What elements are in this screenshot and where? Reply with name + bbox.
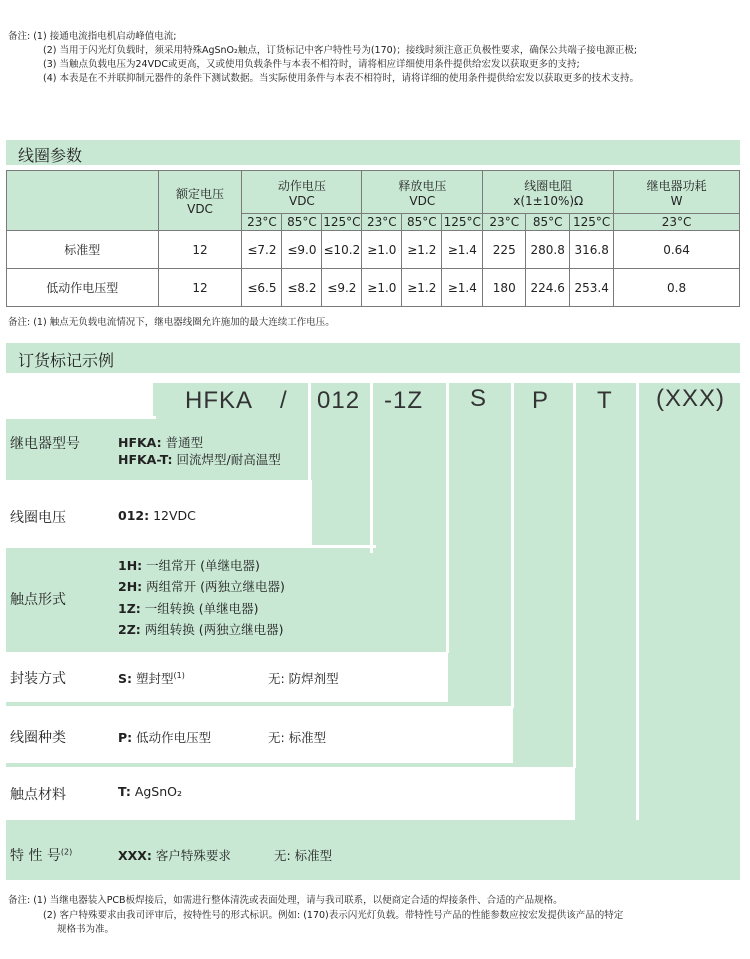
code-model: HFKA: [185, 387, 254, 414]
model-opt-1: HFKA: 普通型: [118, 435, 204, 450]
cell: ≥1.4: [442, 231, 483, 269]
cell: ≤8.2: [282, 269, 322, 307]
temp-header: 125°C: [443, 215, 481, 229]
package-opt: S: 塑封型$^{(1)}$: [118, 670, 185, 686]
package-opt-alt: 无: 防焊剂型: [268, 671, 339, 686]
contact-form-opt-3: 1Z: 一组转换 (单继电器): [118, 601, 259, 616]
contact-form-opt-2: 2H: 两组常开 (两独立继电器): [118, 579, 285, 594]
code-slash: /: [280, 387, 288, 414]
cell: ≤9.0: [282, 231, 322, 269]
label-coil-voltage: 线圈电压: [10, 510, 66, 526]
label-package: 封装方式: [10, 671, 66, 687]
coil-voltage-opt: 012: 12VDC: [118, 508, 196, 523]
label-contact-material: 触点材料: [10, 787, 66, 803]
contact-form-opt-4: 2Z: 两组转换 (两独立继电器): [118, 622, 284, 637]
note-4: (4) 本表是在不并联抑制元器件的条件下测试数据。当实际使用条件与本表不相符时，请将详细的使用条件提供给宏发以获取更多的技术支持。: [43, 73, 639, 84]
code-contact-form: -1Z: [384, 387, 423, 414]
cell: ≥1.2: [402, 231, 442, 269]
row-type: 低动作电压型: [7, 269, 159, 307]
cell: ≥1.0: [362, 269, 402, 307]
cell: ≥1.4: [442, 269, 483, 307]
cell: ≥1.0: [362, 231, 402, 269]
cell: 12: [158, 269, 242, 307]
cell: 12: [158, 231, 242, 269]
temp-header: 85°C: [402, 214, 442, 231]
coil-section-title: 线圈参数: [18, 146, 83, 165]
code-special: (XXX): [656, 385, 726, 412]
order-section-title: 订货标记示例: [18, 351, 115, 370]
cell: 225: [483, 231, 526, 269]
note-3: (3) 当触点负载电压为24VDC或更高，又或使用负载条件与本表不相符时，请将相应详细使用条件提供给宏发以获取更多的支持;: [43, 59, 580, 70]
row-type: 标准型: [7, 231, 159, 269]
order-section-bar: [6, 343, 740, 373]
special-opt: XXX: 客户特殊要求: [118, 848, 231, 863]
bottom-note-1: 备注: (1) 当继电器装入PCB板焊接后，如需进行整体清洗或表面处理，请与我司联系，以便商定合适的焊接条件、合适的产品规格。: [8, 895, 563, 906]
rated-header: 额定电压 VDC: [158, 171, 242, 231]
bottom-note-2: (2) 客户特殊要求由我司评审后，按特性号的形式标识。例如: (170)表示闪光灯负载。带特性号产品的性能参数应按宏发提供该产品的特定: [43, 910, 624, 921]
coil-table: [6, 170, 740, 307]
cell: ≤7.2: [242, 231, 282, 269]
contact-form-opt-1: 1H: 一组常开 (单继电器): [118, 558, 260, 573]
coil-type-opt-alt: 无: 标准型: [268, 730, 327, 745]
temp-header: 23°C: [614, 214, 740, 231]
temp-header: 85°C: [526, 214, 570, 231]
pickup-header: 动作电压 VDC: [242, 171, 362, 214]
label-special: 特 性 号$^{(2)}$: [10, 847, 73, 864]
model-opt-2: HFKA-T: 回流焊型/耐高温型: [118, 452, 281, 467]
note-1: 备注: (1) 接通电流指电机启动峰值电流;: [8, 31, 177, 42]
temp-header: 125°C: [323, 215, 361, 229]
special-opt-alt: 无: 标准型: [274, 848, 333, 863]
cell: 0.64: [614, 231, 740, 269]
cell: 180: [483, 269, 526, 307]
table-row: [7, 231, 740, 269]
temp-header: 23°C: [483, 214, 526, 231]
type-header: [7, 171, 159, 231]
release-header: 释放电压 VDC: [362, 171, 483, 214]
cell: 316.8: [570, 231, 614, 269]
cell: ≥1.2: [402, 269, 442, 307]
label-contact-form: 触点形式: [10, 592, 66, 608]
coil-section-bar: [6, 140, 740, 165]
coil-note: 备注: (1) 触点无负载电流情况下，继电器线圈允许施加的最大连续工作电压。: [8, 317, 335, 328]
code-voltage: 012: [317, 387, 361, 414]
cell: 224.6: [526, 269, 570, 307]
label-coil-type: 线圈种类: [10, 730, 66, 746]
resistance-header: 线圈电阻 x(1±10%)Ω: [483, 171, 614, 214]
note-2: (2) 当用于闪光灯负载时，须采用特殊AgSnO₂触点，订货标记中客户特性号为(170)；接线时须注意正负极性要求，确保公共端子接电源正极;: [43, 45, 638, 56]
code-coil-type: P: [532, 387, 550, 414]
temp-header: 23°C: [362, 214, 402, 231]
code-material: T: [597, 387, 613, 414]
code-package: S: [470, 385, 488, 412]
temp-header: 85°C: [282, 214, 322, 231]
cell: 0.8: [614, 269, 740, 307]
cell: ≤6.5: [242, 269, 282, 307]
coil-type-opt: P: 低动作电压型: [118, 730, 212, 745]
label-model: 继电器型号: [10, 436, 80, 452]
material-opt: T: AgSnO₂: [118, 784, 183, 799]
bottom-note-3: 规格书为准。: [57, 924, 115, 935]
cell: ≤9.2: [322, 269, 362, 307]
cell: ≤10.2: [322, 231, 362, 269]
table-row: [7, 269, 740, 307]
cell: 280.8: [526, 231, 570, 269]
cell: 253.4: [570, 269, 614, 307]
temp-header: 125°C: [570, 214, 614, 231]
temp-header: 23°C: [242, 214, 282, 231]
power-header: 继电器功耗 W: [614, 171, 740, 214]
